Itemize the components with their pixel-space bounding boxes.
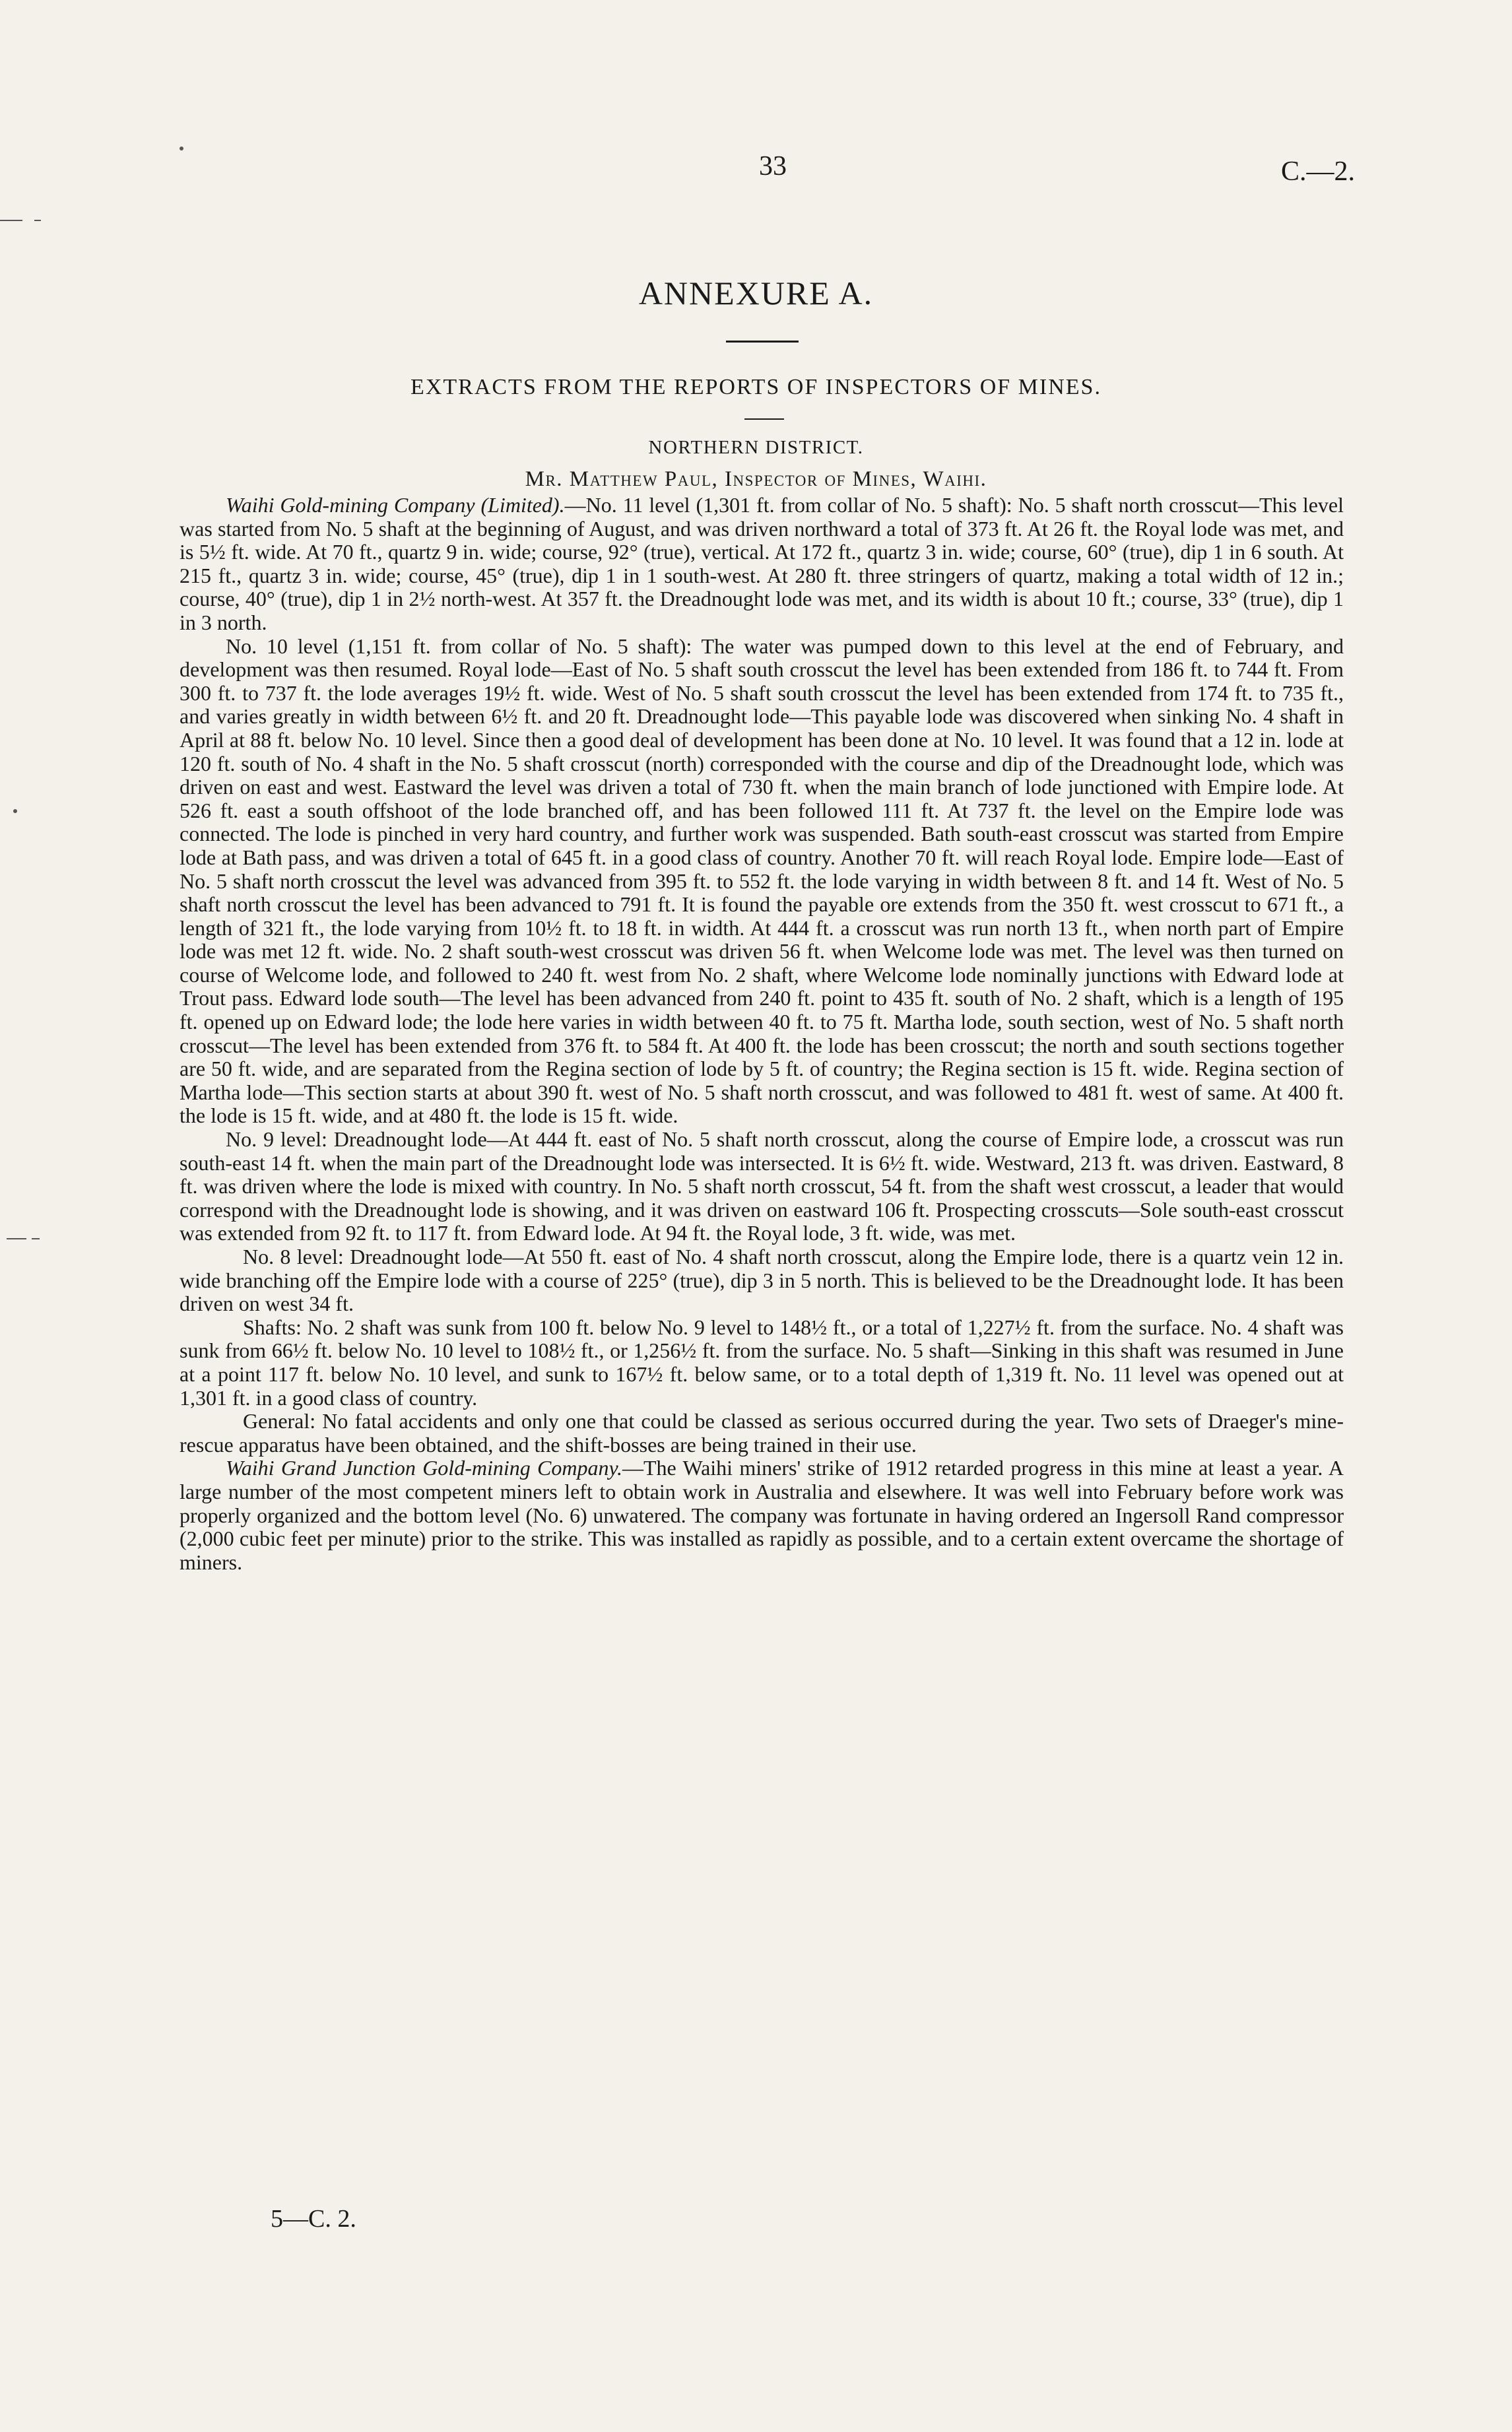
paragraph-general	[180, 1410, 1344, 1457]
paragraph-text: No. 10 level (1,151 ft. from collar of No. 5 shaft): The water was pumped down to this level at the end of February, and development was then resumed. Royal lode—East of No. 5 shaft south crosscut the level has been extended from 186 ft. to 744 ft. From 300 ft. to 737 ft. the lode averages 19½ ft. wide. West of No. 5 shaft south crosscut the level has been extended from 174 ft. to 735 ft., and varies greatly in width between 6½ ft. and 20 ft. Dreadnought lode—This payable lode was discovered when sinking No. 4 shaft in April at 88 ft. below No. 10 level. Since then a good deal of development has been done at No. 10 level. It was found that a 12 in. lode at 120 ft. south of No. 4 shaft in the No. 5 shaft crosscut (north) corresponded with the course and dip of the Dreadnought lode, which was driven on east and west. Eastward the level was driven a total of 730 ft. when the main branch of lode junctioned with Empire lode. At 526 ft. east a south offshoot of the lode branched off, and has been followed 111 ft. At 737 ft. the level on the Empire lode was connected. The lode is pinched in very hard country, and further work was suspended. Bath south-east crosscut was started from Empire lode at Bath pass, and was driven a total of 645 ft. in a good class of country. Another 70 ft. will reach Royal lode. Empire lode—East of No. 5 shaft north crosscut the level was advanced from 395 ft. to 552 ft. the lode varying in width between 8 ft. and 14 ft. West of No. 5 shaft north crosscut the level has been advanced to 791 ft. It is found the payable ore extends from the 350 ft. west crosscut to 671 ft., a length of 321 ft., the lode varying from 10½ ft. to 18 ft. in width. At 444 ft. a crosscut was run north 13 ft., when north part of Empire lode was met 12 ft. wide. No. 2 shaft south-west crosscut was driven 56 ft. when Welcome lode was met. The level was then turned on course of Welcome lode, and followed to 240 ft. west from No. 2 shaft, where Welcome lode nominally junctions with Edward lode at Trout pass. Edward lode south—The level has been advanced from 240 ft. point to 435 ft. south of No. 2 shaft, which is a length of 195 ft. opened up on Edward lode; the lode here varies in width between 40 ft. to 75 ft. Martha lode, south section, west of No. 5 shaft north crosscut—The level has been extended from 376 ft. to 584 ft. At 400 ft. the lode has been crosscut; the north and south sections together are 50 ft. wide, and are separated from the Regina section of lode by 5 ft. of country; the Regina section is 15 ft. wide. Regina section of Martha lode—This section starts at about 390 ft. west of No. 5 shaft north crosscut, and was followed to 481 ft. west of same. At 400 ft. the lode is 15 ft. wide, and at 480 ft. the lode is 15 ft. wide.	[180, 634, 1344, 1128]
paragraph-text: —The Waihi miners' strike of 1912 retarded progress in this mine at least a year. A large number of the most competent miners left to obtain work in Australia and elsewhere. It was well into February before work was properly organized and the bottom level (No. 6) unwatered. The company was fortunate in having ordered an Ingersoll Rand compressor (2,000 cubic feet per minute) prior to the strike. This was installed as rapidly as possible, and to a certain extent overcame the shortage of miners.	[180, 1456, 1344, 1574]
company-name: Waihi Grand Junction Gold-mining Company.	[226, 1456, 622, 1480]
extracts-heading: EXTRACTS FROM THE REPORTS OF INSPECTORS OF MINES.	[411, 375, 1101, 399]
document-reference: C.—2.	[1280, 156, 1355, 187]
report-body	[180, 494, 1344, 1574]
inspector-heading: Mr. Matthew Paul, Inspector of Mines, Waihi.	[525, 467, 987, 491]
margin-mark	[0, 220, 22, 221]
margin-mark	[32, 1238, 40, 1239]
paragraph-text: —No. 11 level (1,301 ft. from collar of No. 5 shaft): No. 5 shaft north crosscut—This level was started from No. 5 shaft at the beginning of August, and was driven northward a total of 373 ft. At 26 ft. the Royal lode was met, and is 5½ ft. wide. At 70 ft., quartz 9 in. wide; course, 92° (true), vertical. At 172 ft., quartz 3 in. wide; course, 60° (true), dip 1 in 6 south. At 215 ft., quartz 3 in. wide; course, 45° (true), dip 1 in 1 south-west. At 280 ft. three stringers of quartz, making a total width of 12 in.; course, 40° (true), dip 1 in 2½ north-west. At 357 ft. the Dreadnought lode was met, and its width is about 10 ft.; course, 33° (true), dip 1 in 3 north.	[180, 493, 1344, 634]
margin-dot	[180, 147, 183, 150]
margin-mark	[7, 1238, 26, 1239]
paragraph-text: Shafts: No. 2 shaft was sunk from 100 ft. below No. 9 level to 148½ ft., or a total of 1,227½ ft. from the surface. No. 4 shaft was sunk from 66½ ft. below No. 10 level to 108½ ft., or 1,256½ ft. from the surface. No. 5 shaft—Sinking in this shaft was resumed in June at a point 117 ft. below No. 10 level, and sunk to 167½ ft. below same, or to a total depth of 1,319 ft. No. 11 level was opened out at 1,301 ft. in a good class of country.	[180, 1315, 1344, 1410]
paragraph-no10-level	[180, 635, 1344, 1128]
margin-dot	[13, 809, 17, 813]
footer-signature: 5—C. 2.	[271, 2205, 356, 2233]
paragraph-no9-level	[180, 1128, 1344, 1245]
paragraph-no8-level	[180, 1245, 1344, 1316]
page-number: 33	[759, 151, 787, 181]
company-name: Waihi Gold-mining Company (Limited).	[226, 493, 565, 517]
paragraph-shafts	[180, 1316, 1344, 1410]
district-heading: NORTHERN DISTRICT.	[648, 437, 864, 458]
paragraph-text: No. 9 level: Dreadnought lode—At 444 ft. east of No. 5 shaft north crosscut, along the course of Empire lode, a crosscut was run south-east 14 ft. when the main part of the Dreadnought lode was intersected. It is 6½ ft. wide. Westward, 213 ft. was driven. Eastward, 8 ft. was driven where the lode is mixed with country. In No. 5 shaft north crosscut, 54 ft. from the shaft west crosscut, a leader that would correspond with the Dreadnought lode is showing, and it was driven on eastward 106 ft. Prospecting crosscuts—Sole south-east crosscut was extended from 92 ft. to 117 ft. from Edward lode. At 94 ft. the Royal lode, 3 ft. wide, was met.	[180, 1127, 1344, 1245]
paragraph-grand-junction	[180, 1457, 1344, 1574]
paragraph-text: General: No fatal accidents and only one that could be classed as serious occurred during the year. Two sets of Draeger's mine-rescue apparatus have been obtained, and the shift-bosses are being trained in their use.	[180, 1409, 1344, 1457]
title-rule	[726, 341, 799, 343]
section-rule	[744, 418, 784, 420]
paragraph-waihi-gold	[180, 494, 1344, 635]
annexure-title: ANNEXURE A.	[638, 275, 874, 312]
margin-mark	[34, 220, 41, 221]
paragraph-text: No. 8 level: Dreadnought lode—At 550 ft. east of No. 4 shaft north crosscut, along the Empire lode, there is a quartz vein 12 in. wide branching off the Empire lode with a course of 225° (true), dip 3 in 5 north. This is believed to be the Dreadnought lode. It has been driven on west 34 ft.	[180, 1245, 1344, 1316]
